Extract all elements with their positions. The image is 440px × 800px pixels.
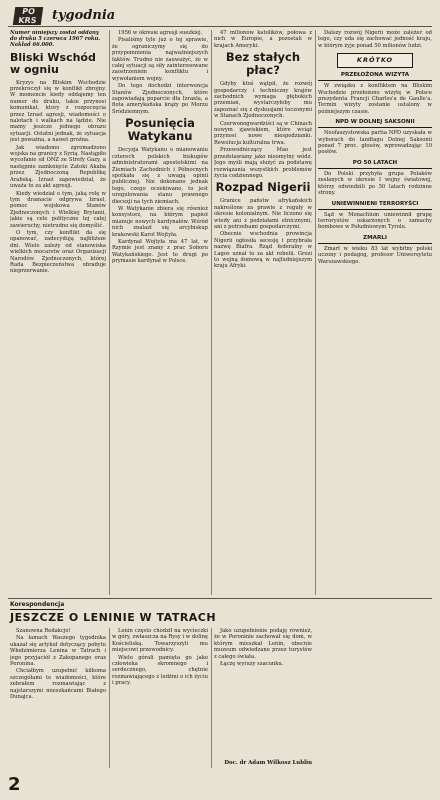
column-3 [214,30,312,590]
paragraph: Granice państw afrykańskich nakreślone za prawie z reguły w okresie kolonialnym. Nie liczono się wtedy ani z podziałami etnicznymi, ani z potrzebami gospodarczymi. [214,198,312,230]
paragraph: 47 milionów katolików, połowa z nich w Europie, a pozostali w krajach Ameryki. [214,30,312,49]
column-divider [315,30,316,595]
paragraph: Dalszy rozwój Nigerii może zależeć od tego, czy uda się zachować jedność kraju, w którym żyje ponad 50 milionów ludzi. [318,30,432,49]
print-notice: Numer niniejszy został oddany do druku 5 czerwca 1967 roku. Nakład 66.000. [10,30,101,49]
section-title: tygodnia [52,8,116,23]
headline-rozpad-nigerii: Rozpad Nigerii [215,180,311,195]
paragraph: Szanowna Redakcjo! [16,628,71,634]
paragraph: Łączę wyrazy szacunku. [220,661,284,668]
correspondence-column-3 [214,628,312,758]
paragraph: Wielu górali pamięta go jako człowieka skromnego i serdecznego, chętnie rozmawiającego z ludźmi o ich życiu i pracy. [112,654,208,687]
column-2 [112,30,208,590]
paragraph: Do tego dochodzi interwencja Stanów Zjednoczonych, które zapowiadają poparcie dla Izraela, a flota amerykańska krąży po Morzu Śródziemnym. [112,83,208,115]
paragraph: Chciałbym uzupełnić kilkoma szczegółami te wiadomości, które zebrałem rozmawiając z najstarszymi mieszkańcami Białego Dunajca. [10,668,106,701]
news-rubric: ZMARLI [318,235,432,244]
news-text: Zmarł w wieku 83 lat wybitny polski uczony i pedagog, profesor Uniwersytetu Warszawskiego. [318,245,432,265]
paragraph: W Watykanie zbiera się również konsystorz, na którym papież mianuje nowych kardynałów. Wśród nich znalazł się arcybiskup krakowski Karol Wojtyła. [112,205,208,238]
krotko-box: KRÓTKO [337,53,413,68]
column-4 [318,30,432,590]
news-text: Neofaszystowska partia NPD uzyskała w wyborach do landtagu Dolnej Saksonii ponad 7 proc. głosów, wprowadzając 10 posłów. [318,130,432,156]
paragraph: Lenin często chodził na wycieczki w góry, zwłaszcza na Rysy i w dolinę Kościeliską. Towarzyszyli mu miejscowi przewodnicy. [112,628,208,654]
paragraph: Przewodniczący Mao jest przedstawiany jako nieomylny wódz. Jego myśli mają służyć za podstawę rozwiązania wszystkich problemów życia codziennego. [214,147,312,179]
paragraph: Czerwonogwardziści są w Chinach nowym zjawiskiem, które wciąż przynosi nowe niespodzianki. Rewolucja kulturalna trwa. [214,120,312,146]
paragraph: Jako uzupełnienie podaję również, że w Poroninie zachował się dom, w którym mieszkał Lenin, obecnie muzeum odwiedzane przez turystów z całego świata. [214,628,312,660]
paragraph: Kardynał Wojtyła ma 47 lat, w Rzymie jest znany z prac Soboru Watykańskiego. Jest to drugi po prymasie kardynał w Polsce. [112,238,208,265]
paragraph: Gdyby ktoś wątpił, że rozwój gospodarczy i techniczny krajów zachodnich wymaga głębokich przemian, wystarczyłoby mu zapoznać się z dyskusjami toczonymi w Stanach Zjednoczonych. [214,81,312,120]
correspondence-column-1 [10,628,106,768]
headline-posuniecia-watykanu: Posunięcia Watykanu [125,116,195,144]
paragraph: 1956 w okresie agresji suezkiej. [118,30,203,36]
correspondence-label: Korespondencja [10,601,65,608]
headline-blizki-wschod: Bliski Wschód w ogniu [10,50,96,76]
paragraph: Decyzja Watykanu o mianowaniu czterech polskich biskupów administratorami apostolskimi na Ziemiach Zachodnich i Północnych spotkała się z uwagą opinii publicznej. Nie dokonano jednak tego, czego oczekiwano, to jest uregulowania stanu prawnego diecezji na tych ziemiach. [112,147,208,205]
news-rubric: PRZEŁOŻONA WIZYTA [318,72,432,81]
paragraph: Na łamach Waszego tygodnika ukazał się artykuł dotyczący pobytu Włodzimierza Lenina w Tatrach i jego przyjaciół z Zakopanego oraz Poronina. [10,635,106,668]
paragraph: Kryzys na Bliskim Wschodzie przekroczył się w konflikt zbrojny. W momencie kiedy oddajemy ten numer do druku, takie przynosi komunikat, ktory z rozpoczęcia przez Izrael agresji, wiadomości o nalotach i walkach na lądzie. Nie mamy jeszcze jednego obrazu sytuacji. Ostatni jednak, że sytuacja jest poważna, a nawet groźna. [10,79,106,144]
page-header [8,6,432,27]
news-text: Do Polski przybyła grupa Polaków zesłanych w okresie I wojny światowej, którzy odwiedzili po 50 latach rodzinne strony. [318,170,432,197]
news-text: Sąd w Monachium uniewinnił grupę terrorystów oskarżonych o zamachy bombowe w Południowym Tyrolu. [318,211,432,231]
correspondence-column-2 [112,628,208,768]
page-number: 2 [8,774,21,795]
letter-signature: Doc. dr Adam Wilkosz Lublin [224,760,312,766]
news-text: W związku z konfliktem na Bliskim Wschodzie przełożono wizytę w Polsce prezydenta Francji Charles'a de Gaulle'a. Termin wizyty zostanie ustalony w późniejszym czasie. [318,83,432,115]
column-divider [211,30,212,595]
news-rubric: PO 50 LATACH [318,160,432,169]
paragraph: Obecnie wschodnia prowincja Nigerii ogłosiła secesję i przybrała nazwę Biafra. Rząd federalny w Lagos uznał to za akt rebelii. Grozi to wojną domową w najludniejszym kraju Afryki. [214,231,312,270]
column-divider [109,628,110,768]
section-divider [8,598,432,599]
news-rubric: NPD W DOLNEJ SAKSONII [318,119,432,128]
column-divider [211,628,212,768]
news-rubric: UNIEWINNIENI TERRORYŚCI [318,201,432,210]
column-divider [109,30,110,595]
paragraph: Pisaliśmy tyle już o tej sprawie, że ograniczymy się do przypomnienia najważniejszych faktów. Trudno nie zauważyć, że w całej sytuacji są siły zainteresowane zaostrzeniem konfliktu i wywołaniem wojny. [112,37,208,82]
paragraph: O tym, czy konflikt da się opanować, zadecydują najbliższe dni. Wiele zależy od stanowiska wielkich mocarstw oraz Organizacji Narodów Zjednoczonych, której Rada Bezpieczeństwa obraduje nieprzerwanie. [10,229,106,275]
headline-bez-stalych-plac: Bez stałych płac? [225,50,301,78]
paragraph: Kiedy wiedział o tym, jaką rolę w tym dramacie odgrywa Izrael, pomoc wojskowa Stanów Zjednoczonych i Wielkiej Brytanii, jakie są cele polityczne tej całej zawieruchy, nietrudno się domyślić. [10,190,106,229]
column-1 [10,30,106,590]
paragraph: Jak wiadomo zgromadzono wojska na granicy z Syrią. Nastąpiło wycofanie sił ONZ ze Strefy Gazy, a następnie zamknięcie Zatoki Akaba przez Zjednoczoną Republikę Arabską. Izrael zapowiedział, że uważa to za akt agresji. [10,144,106,190]
correspondence-title: JESZCZE O LENINIE W TATRACH [10,611,217,624]
publication-logo: PO KRS [13,7,44,25]
